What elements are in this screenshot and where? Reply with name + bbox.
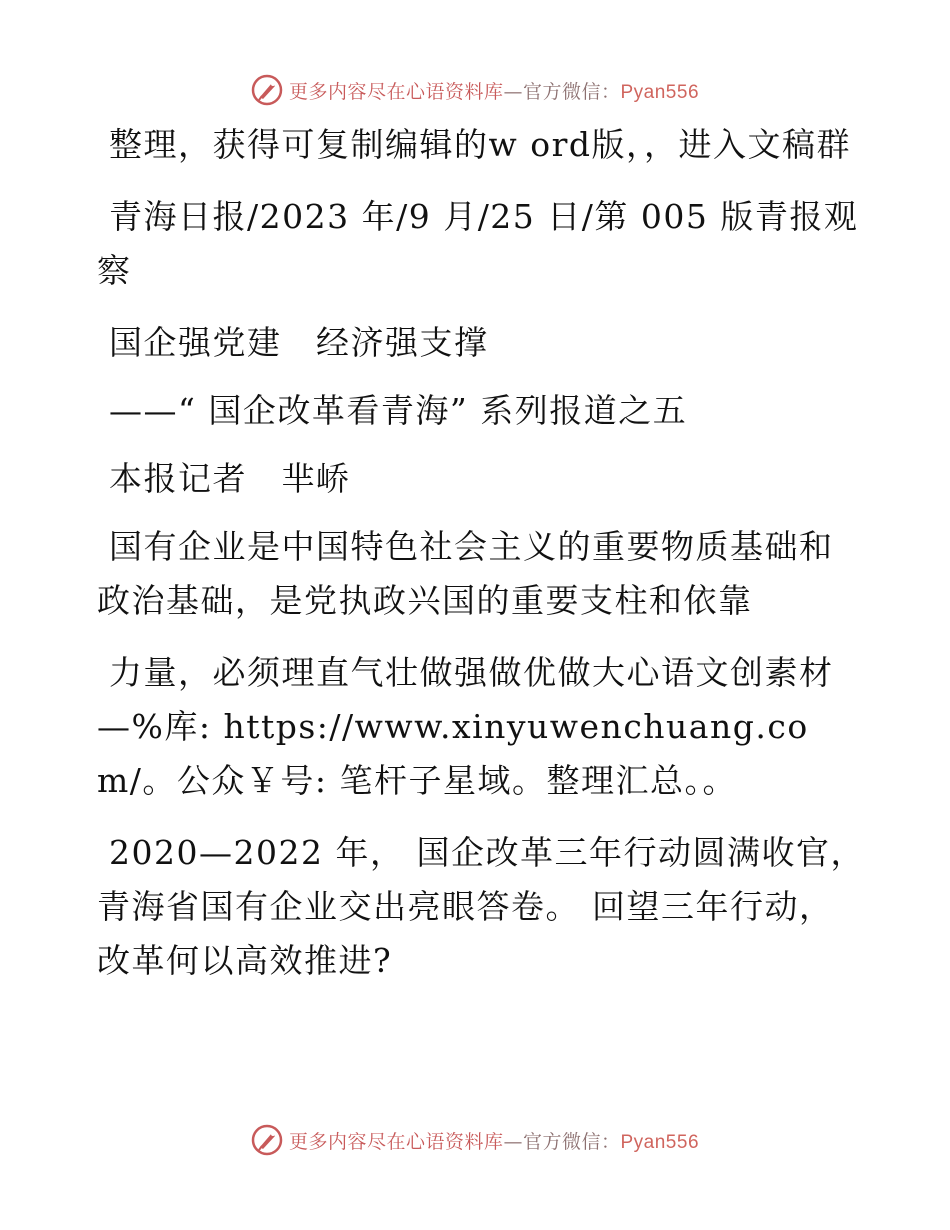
watermark-dash: — [503, 1130, 523, 1153]
watermark-text [289, 77, 699, 104]
article-title: 国企强党建 经济强支撑 [109, 323, 489, 362]
paragraph-source-line: 青海日报/2023 年/9 月/25 日/第 005 版青报观察 [97, 197, 859, 290]
watermark-banner-inner [251, 74, 699, 106]
document-body [97, 118, 867, 1006]
watermark-wechat-id: Pyan556 [620, 81, 700, 103]
watermark-wechat-id: Pyan556 [620, 1131, 700, 1153]
article-byline: 本报记者 芈峤 [109, 459, 351, 498]
paragraph-intro-note: 整理，获得可复制编辑的w ord版，，进入文稿群 [109, 125, 852, 164]
quill-pen-logo-icon [251, 1124, 283, 1156]
watermark-dash: — [503, 80, 523, 103]
watermark-banner-bottom [0, 1120, 950, 1160]
paragraph-body-2: 力量，必须理直气壮做强做优做大心语文创素材—%库: https://www.xinyuwenchuang.com/。公众￥号: 笔杆子星域。整理汇总。。 [97, 653, 834, 800]
watermark-wechat-label: 官方微信： [522, 1130, 621, 1153]
paragraph-body-3: 2020—2022 年， 国企改革三年行动圆满收官，青海省国有企业交出亮眼答卷。 回望三年行动，改革何以高效推进? [97, 833, 865, 980]
watermark-banner-top [0, 70, 950, 110]
watermark-banner-inner [251, 1124, 699, 1156]
watermark-main-text: 更多内容尽在心语资料库 [288, 1130, 504, 1153]
watermark-wechat-label: 官方微信： [522, 80, 621, 103]
watermark-main-text: 更多内容尽在心语资料库 [288, 80, 504, 103]
quill-pen-logo-icon [251, 74, 283, 106]
watermark-text [289, 1127, 699, 1154]
article-subtitle: ——“ 国企改革看青海” 系列报道之五 [109, 391, 688, 430]
paragraph-body-1: 国有企业是中国特色社会主义的重要物质基础和政治基础，是党执政兴国的重要支柱和依靠 [97, 527, 834, 620]
